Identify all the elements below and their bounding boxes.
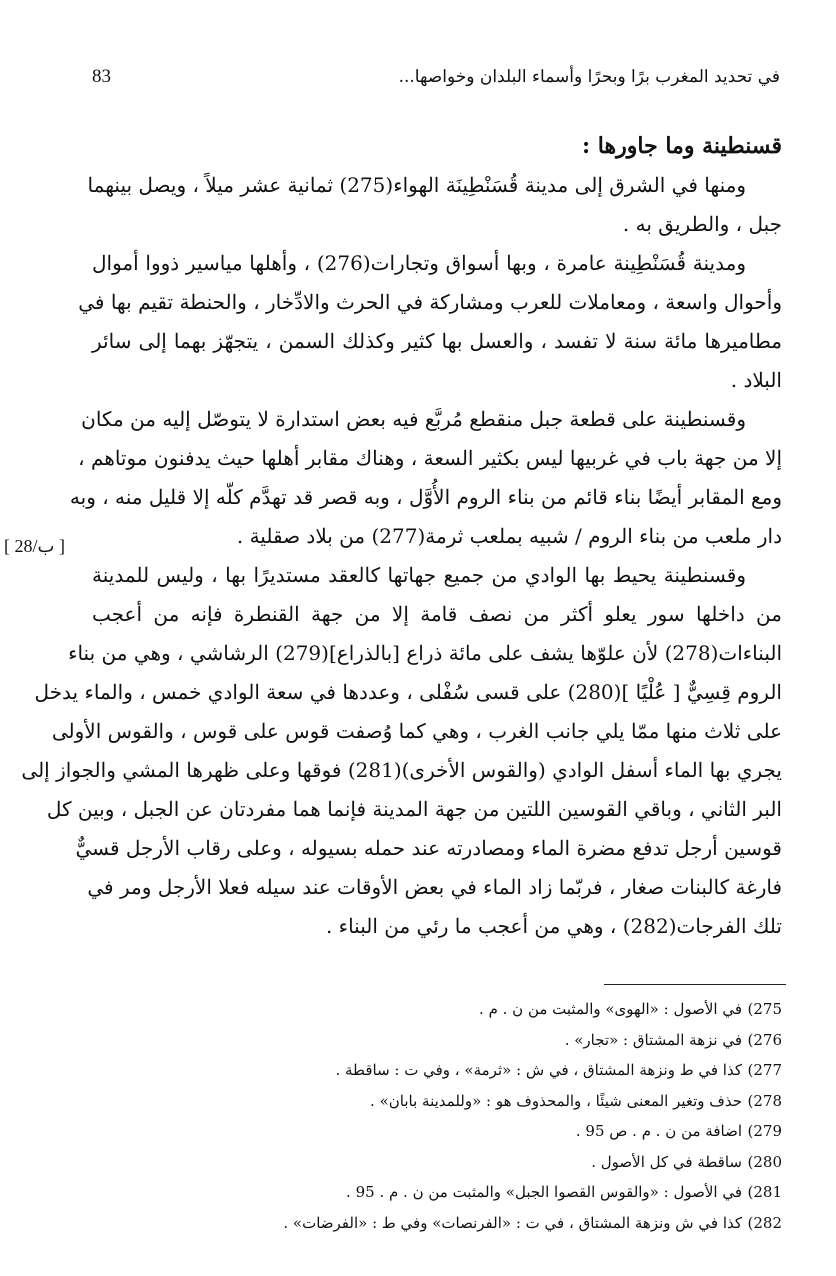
text-line: تلك الفرجات(282) ، وهي من أعجب ما رئي من البناء .	[325, 914, 782, 938]
text-line: البر الثاني ، وباقي القوسين اللتين من جهة المدينة فإنما هما مفردتان عن الجبل ، وبين كل	[46, 797, 782, 821]
footnote-number: 278)	[747, 1091, 782, 1110]
footnote	[200, 1147, 782, 1178]
footnote-text: في الأصول : «والقوس القصوا الجبل» والمثبت من ن . م . 95 .	[346, 1183, 742, 1201]
text-line: ومع المقابر أيضًا بناء قائم من بناء الروم الأُوَّل ، وبه قصر قد تهدَّم كلّه إلا قليل منه ، وبه	[69, 485, 782, 509]
text-line: ومدينة قُسَنْطِينة عامرة ، وبها أسواق وتجارات(276) ، وأهلها مياسير ذووا أموال	[92, 251, 746, 275]
footnote-text: في نزهة المشتاق : «تجار» .	[564, 1030, 742, 1049]
footnote-text: كذا في ط ونزهة المشتاق ، في ش : «ثرمة» ، وفي ت : ساقطة .	[335, 1061, 742, 1079]
footnote-divider	[604, 984, 786, 985]
footnote-number: 280)	[747, 1152, 782, 1171]
text-line: من داخلها سور يعلو أكثر من نصف قامة إلا من جهة القنطرة فإنه من أعجب	[92, 602, 782, 626]
footnote-number: 277)	[747, 1061, 782, 1079]
text-line: إلا من جهة باب في غربيها ليس بكثير السعة ، وهناك مقابر أهلها حيث يدفنون موتاهم ،	[78, 446, 782, 470]
footnote-text: اضافة من ن . م . ص 95 .	[575, 1122, 742, 1140]
footnote	[200, 1086, 782, 1117]
text-line: البناءات(278) لأن علوّها يشف على مائة ذراع [بالذراع](279) الرشاشي ، وهي من بناء	[68, 641, 782, 665]
text-line: ومنها في الشرق إلى مدينة قُسَنْطِينَة الهواء(275) ثمانية عشر ميلاً ، ويصل بينهما	[87, 173, 746, 197]
page-number: 83	[92, 66, 111, 87]
text-line: وقسنطينة يحيط بها الوادي من جميع جهاتها كالعقد مستديرًا بها ، وليس للمدينة	[92, 563, 746, 587]
text-line: جبل ، والطريق به .	[622, 212, 782, 236]
text-line: فارغة كالبنات صغار ، فربّما زاد الماء في بعض الأوقات عند سيله فعلا الأرجل ومر في	[87, 875, 782, 899]
text-line: وأحوال واسعة ، ومعاملات للعرب ومشاركة في الحرث والادِّخار ، والحنطة تقيم بها في	[78, 290, 782, 314]
text-line: وقسنطينة على قطعة جبل منقطع مُربَّع فيه بعض استدارة لا يتوصّل إليه من مكان	[81, 407, 746, 431]
footnote-number: 276)	[747, 1030, 782, 1049]
running-title: في تحديد المغرب برًا وبحرًا وأسماء البلدان وخواصها...	[398, 67, 780, 87]
footnote-number: 282)	[747, 1213, 782, 1232]
footnote	[200, 994, 782, 1025]
footnote-text: في الأصول : «الهوى» والمثبت من ن . م .	[479, 1000, 742, 1018]
footnote	[200, 1177, 782, 1208]
text-line: قوسين أرجل تدفع مضرة الماء ومصادرته عند حمله بسيوله ، وعلى رقاب الأرجل قسيٌّ	[75, 836, 782, 860]
footnote-text: كذا في ش ونزهة المشتاق ، في ت : «الفرنصات» وفي ط : «الفرضات» .	[283, 1213, 742, 1232]
text-line: يجري بها الماء أسفل الوادي (والقوس الأخرى)(281) فوقها وعلى ظهرها المشي والجواز إلى	[21, 758, 782, 782]
footnote	[200, 1116, 782, 1147]
margin-folio-note: [ 28/ب ]	[4, 536, 65, 556]
text-line: الروم قِسِيٌّ [ عُلْيًا ](280) على قسى سُفْلى ، وعددها في سعة الوادي خمس ، والماء يدخل	[34, 680, 782, 704]
footnotes	[200, 994, 782, 1238]
text-line: على ثلاث منها ممّا يلي جانب الغرب ، وهي كما وُصفت قوس على قوس ، والقوس الأولى	[51, 719, 782, 743]
footnote-text: حذف وتغير المعنى شيئًا ، والمحذوف هو : «وللمدينة بابان» .	[370, 1091, 742, 1110]
footnote	[200, 1208, 782, 1239]
section-heading: قسنطينة وما جاورها :	[582, 133, 782, 159]
text-line: مطاميرها مائة سنة لا تفسد ، والعسل بها كثير وكذلك السمن ، يتجهّز بهما إلى سائر	[92, 329, 782, 353]
footnote-number: 281)	[747, 1183, 782, 1201]
text-line: البلاد .	[730, 368, 782, 392]
footnote	[200, 1055, 782, 1086]
footnote-number: 275)	[747, 1000, 782, 1018]
footnote-number: 279)	[747, 1122, 782, 1140]
text-line: دار ملعب من بناء الروم / شبيه بملعب ثرمة(277) من بلاد صقلية .	[236, 524, 782, 548]
running-header	[92, 62, 780, 92]
footnote-text: ساقطة في كل الأصول .	[591, 1152, 742, 1171]
footnote	[200, 1025, 782, 1056]
